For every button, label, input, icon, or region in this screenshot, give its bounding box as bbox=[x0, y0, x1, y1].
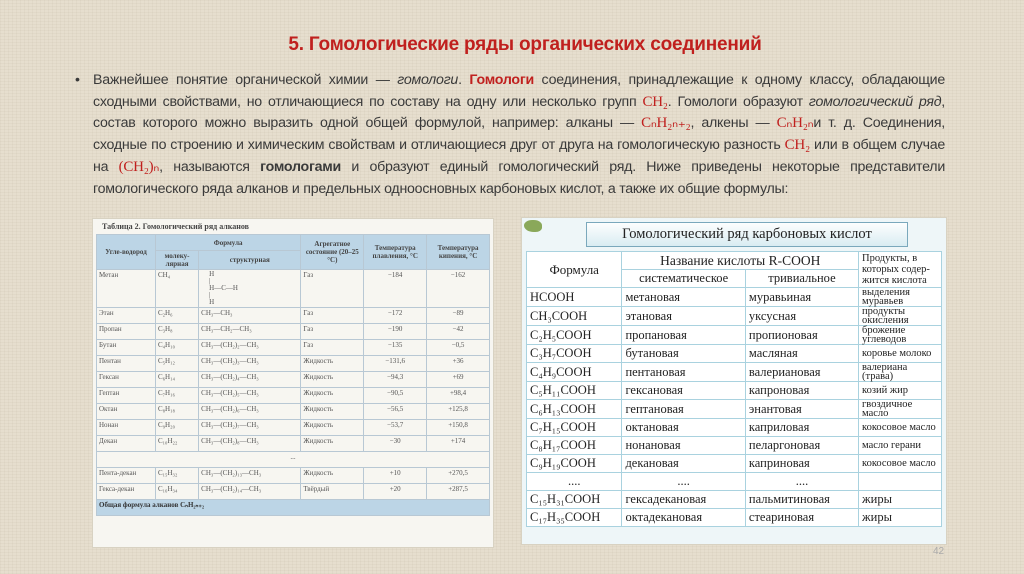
cell-structural: CH₃—(CH₂)₁₄—CH₃ bbox=[199, 484, 301, 500]
table-row bbox=[97, 468, 490, 484]
paragraph-segment: соединения, принадлежащие к одному классу, обладающие сходными свойствами, но отличающиеся по составу на одну или несколько групп bbox=[93, 72, 945, 110]
cell-systematic: октадекановая bbox=[622, 509, 745, 527]
cell-melting: −30 bbox=[364, 436, 427, 452]
cell-name: Октан bbox=[97, 404, 156, 420]
cell-state: Жидкость bbox=[301, 436, 364, 452]
alkanes-table-caption: Таблица 2. Гомологический ряд алканов bbox=[102, 222, 249, 231]
alkanes-general-formula: Общая формула алканов CₙH₂ₙ₊₂ bbox=[97, 500, 490, 516]
cell-name: Пентан bbox=[97, 356, 156, 372]
cell-molecular: C₈H₁₈ bbox=[155, 404, 198, 420]
cell-name: Гекса-декан bbox=[97, 484, 156, 500]
cell-products: кокосовое масло bbox=[859, 419, 942, 437]
cell-formula: C₄H₉COOH bbox=[527, 363, 622, 382]
cell-formula: C₅H₁₁COOH bbox=[527, 382, 622, 400]
cell-trivial: уксусная bbox=[745, 307, 858, 326]
cell-products: выделения муравьев bbox=[859, 288, 942, 307]
cell-state: Жидкость bbox=[301, 388, 364, 404]
cell-boiling: +287,5 bbox=[427, 484, 490, 500]
alkanes-table-image bbox=[92, 218, 494, 548]
paragraph-segment: или в общем случае на bbox=[93, 137, 946, 175]
cell-melting: −190 bbox=[364, 324, 427, 340]
paragraph-segment: CₙH₂ₙ bbox=[776, 115, 814, 132]
cell-boiling: +125,8 bbox=[427, 404, 490, 420]
col-trivial: тривиальное bbox=[745, 270, 858, 288]
paragraph-segment: , алкены — bbox=[690, 115, 777, 132]
cell-state: Жидкость bbox=[301, 420, 364, 436]
paragraph-segment: , состав которого можно выразить одной общей формулой, например: алканы — bbox=[93, 93, 945, 132]
paragraph-segment: и т. д. Соединения, сходные по строению и химическим свойствам и отличающиеся друг от друга на гомологическую разность bbox=[93, 115, 945, 154]
cell-state: Жидкость bbox=[301, 372, 364, 388]
cell-molecular: CH₄ bbox=[155, 270, 198, 308]
paragraph-segment: . bbox=[458, 72, 470, 88]
table-row bbox=[527, 400, 942, 419]
cell-structural: CH₃—(CH₂)₇—CH₃ bbox=[199, 420, 301, 436]
cell-trivial: муравьиная bbox=[745, 288, 858, 307]
cell-products: жиры bbox=[859, 509, 942, 527]
cell-products: коровье молоко bbox=[859, 345, 942, 363]
cell-trivial: стеариновая bbox=[745, 509, 858, 527]
cell-products: продукты окисления bbox=[859, 307, 942, 326]
col-formula: Формула bbox=[155, 235, 300, 251]
cell-systematic: гексановая bbox=[622, 382, 745, 400]
cell-state: Твёрдый bbox=[301, 484, 364, 500]
col-state: Агрегатное состояние (20–25 °C) bbox=[301, 235, 364, 270]
cell-name: Гексан bbox=[97, 372, 156, 388]
table-row bbox=[527, 345, 942, 363]
table-row bbox=[97, 340, 490, 356]
table-row bbox=[97, 436, 490, 452]
paragraph-segment: (CH₂)ₙ bbox=[118, 158, 160, 175]
cell-name: Нонан bbox=[97, 420, 156, 436]
paragraph-segment: гомологами bbox=[260, 158, 341, 175]
cell-formula: C₆H₁₃COOH bbox=[527, 400, 622, 419]
paragraph-segment: CₙH₂ₙ₊₂ bbox=[641, 115, 691, 132]
cell-state: Газ bbox=[301, 340, 364, 356]
cell-molecular: C₄H₁₀ bbox=[155, 340, 198, 356]
cell-state: Жидкость bbox=[301, 404, 364, 420]
cell-trivial: капроновая bbox=[745, 382, 858, 400]
table-row bbox=[527, 419, 942, 437]
cell-systematic: пропановая bbox=[622, 326, 745, 345]
cell-molecular: C₁₅H₃₂ bbox=[155, 468, 198, 484]
cell-systematic: гексадекановая bbox=[622, 491, 745, 509]
cell-systematic: этановая bbox=[622, 307, 745, 326]
cell-name: Метан bbox=[97, 270, 156, 308]
cell-systematic: бутановая bbox=[622, 345, 745, 363]
table-row bbox=[527, 473, 942, 491]
cell-formula: C₉H₁₉COOH bbox=[527, 455, 622, 473]
cell-structural: CH₃—CH₃ bbox=[199, 308, 301, 324]
acids-table bbox=[526, 251, 942, 527]
cell-state: Газ bbox=[301, 270, 364, 308]
paragraph-segment: гомологи bbox=[397, 72, 459, 88]
cell-products: масло герани bbox=[859, 437, 942, 455]
cell-name: Гептан bbox=[97, 388, 156, 404]
cell-systematic: метановая bbox=[622, 288, 745, 307]
cell-melting: −172 bbox=[364, 308, 427, 324]
cell-structural: CH₃—(CH₂)₅—CH₃ bbox=[199, 388, 301, 404]
table-row bbox=[527, 363, 942, 382]
col-hydrocarbon: Угле-водород bbox=[97, 235, 156, 270]
paragraph-segment: гомологический ряд bbox=[808, 93, 942, 110]
cell-boiling: +69 bbox=[427, 372, 490, 388]
cell-trivial: валериановая bbox=[745, 363, 858, 382]
cell-systematic: октановая bbox=[622, 419, 745, 437]
cell-melting: −94,3 bbox=[364, 372, 427, 388]
slide-title: 5. Гомологические ряды органических соединений bbox=[288, 34, 762, 55]
cell-molecular: C₉H₂₀ bbox=[155, 420, 198, 436]
cell-structural: CH₃—(CH₂)₆—CH₃ bbox=[199, 404, 301, 420]
paragraph-segment: CH₂ bbox=[784, 137, 810, 154]
cell-systematic: декановая bbox=[622, 455, 745, 473]
table-row bbox=[527, 509, 942, 527]
table-row bbox=[527, 382, 942, 400]
cell-name: Декан bbox=[97, 436, 156, 452]
leaf-decoration-icon bbox=[524, 220, 542, 232]
bullet: • bbox=[75, 72, 80, 88]
cell-boiling: +270,5 bbox=[427, 468, 490, 484]
table-row bbox=[97, 356, 490, 372]
page-number: 42 bbox=[933, 546, 945, 557]
cell-systematic: .... bbox=[622, 473, 745, 491]
paragraph-segment: CH₂ bbox=[642, 93, 668, 110]
cell-name: Пента-декан bbox=[97, 468, 156, 484]
col-systematic: систематическое bbox=[622, 270, 745, 288]
cell-state: Жидкость bbox=[301, 468, 364, 484]
table-row bbox=[527, 288, 942, 307]
cell-formula: C₃H₇COOH bbox=[527, 345, 622, 363]
cell-state: Жидкость bbox=[301, 356, 364, 372]
cell-boiling: −42 bbox=[427, 324, 490, 340]
cell-formula: HCOOH bbox=[527, 288, 622, 307]
paragraph-segment: Важнейшее понятие органической химии — bbox=[93, 72, 398, 88]
cell-molecular: C₇H₁₆ bbox=[155, 388, 198, 404]
cell-trivial: пальмитиновая bbox=[745, 491, 858, 509]
cell-melting: −131,6 bbox=[364, 356, 427, 372]
cell-molecular: C₆H₁₄ bbox=[155, 372, 198, 388]
table-row bbox=[527, 307, 942, 326]
acids-table-image bbox=[521, 217, 947, 545]
col-boiling: Температура кипения, °C bbox=[427, 235, 490, 270]
cell-products: жиры bbox=[859, 491, 942, 509]
cell-molecular: C₃H₈ bbox=[155, 324, 198, 340]
col-acid-name: Название кислоты R-COOH bbox=[622, 252, 859, 270]
table-row bbox=[97, 420, 490, 436]
col-structural: структурная bbox=[199, 251, 301, 270]
cell-structural: CH₃—(CH₂)₄—CH₃ bbox=[199, 372, 301, 388]
cell-formula: C₈H₁₇COOH bbox=[527, 437, 622, 455]
cell-boiling: +150,8 bbox=[427, 420, 490, 436]
cell-formula: C₁₇H₃₅COOH bbox=[527, 509, 622, 527]
cell-structural: CH₃—(CH₂)₁₃—CH₃ bbox=[199, 468, 301, 484]
cell-melting: −56,5 bbox=[364, 404, 427, 420]
cell-products: кокосовое масло bbox=[859, 455, 942, 473]
cell-formula: C₁₅H₃₁COOH bbox=[527, 491, 622, 509]
cell-trivial: энантовая bbox=[745, 400, 858, 419]
cell-boiling: −0,5 bbox=[427, 340, 490, 356]
cell-trivial: масляная bbox=[745, 345, 858, 363]
cell-state: Газ bbox=[301, 324, 364, 340]
cell-trivial: каприновая bbox=[745, 455, 858, 473]
table-row bbox=[527, 437, 942, 455]
cell-systematic: пентановая bbox=[622, 363, 745, 382]
intro-paragraph bbox=[75, 70, 946, 200]
cell-structural: CH₃—(CH₂)₂—CH₃ bbox=[199, 340, 301, 356]
cell-molecular: C₁₆H₃₄ bbox=[155, 484, 198, 500]
cell-boiling: +98,4 bbox=[427, 388, 490, 404]
cell-formula: C₂H₅COOH bbox=[527, 326, 622, 345]
cell-systematic: гептановая bbox=[622, 400, 745, 419]
cell-molecular: C₁₀H₂₂ bbox=[155, 436, 198, 452]
cell-products: валериана (трава) bbox=[859, 363, 942, 382]
table-row bbox=[97, 484, 490, 500]
cell-melting: +20 bbox=[364, 484, 427, 500]
cell-structural: CH₃—(CH₂)₃—CH₃ bbox=[199, 356, 301, 372]
table-row bbox=[97, 308, 490, 324]
paragraph-segment: и образуют единый гомологический ряд. Ниже приведены некоторые представители гомологического ряда алканов и предельных одноосновных карбоновых кислот, а также их общие формулы: bbox=[93, 158, 945, 197]
cell-products bbox=[859, 473, 942, 491]
cell-melting: −53,7 bbox=[364, 420, 427, 436]
alkanes-table bbox=[96, 234, 490, 516]
table-row bbox=[527, 491, 942, 509]
table-row bbox=[97, 452, 490, 468]
cell-trivial: пропионовая bbox=[745, 326, 858, 345]
cell-melting: +10 bbox=[364, 468, 427, 484]
paragraph-segment: , называются bbox=[159, 158, 261, 175]
cell-name: Бутан bbox=[97, 340, 156, 356]
cell-trivial: .... bbox=[745, 473, 858, 491]
cell-state: Газ bbox=[301, 308, 364, 324]
cell-structural: H | H—C—H | H bbox=[199, 270, 301, 308]
cell-formula: C₇H₁₅COOH bbox=[527, 419, 622, 437]
table-row bbox=[97, 324, 490, 340]
cell-formula: .... bbox=[527, 473, 622, 491]
cell-products: козий жир bbox=[859, 382, 942, 400]
cell-boiling: −89 bbox=[427, 308, 490, 324]
cell-products: гвоздичное масло bbox=[859, 400, 942, 419]
table-row bbox=[97, 270, 490, 308]
cell-melting: −184 bbox=[364, 270, 427, 308]
cell-structural: CH₃—(CH₂)₈—CH₃ bbox=[199, 436, 301, 452]
cell-melting: −135 bbox=[364, 340, 427, 356]
cell-name: Этан bbox=[97, 308, 156, 324]
cell-boiling: +174 bbox=[427, 436, 490, 452]
acids-table-title: Гомологический ряд карбоновых кислот bbox=[586, 222, 908, 247]
col-formula: Формула bbox=[527, 252, 622, 288]
cell-products: брожение углеводов bbox=[859, 326, 942, 345]
col-products: Продукты, в которых содер-жится кислота bbox=[859, 252, 942, 288]
cell-boiling: −162 bbox=[427, 270, 490, 308]
table-row bbox=[97, 372, 490, 388]
ellipsis-row: ... bbox=[97, 452, 490, 468]
cell-molecular: C₂H₆ bbox=[155, 308, 198, 324]
table-row bbox=[527, 455, 942, 473]
cell-boiling: +36 bbox=[427, 356, 490, 372]
paragraph-segment: . Гомологи образуют bbox=[667, 93, 809, 110]
table-row bbox=[527, 326, 942, 345]
cell-molecular: C₅H₁₂ bbox=[155, 356, 198, 372]
cell-name: Пропан bbox=[97, 324, 156, 340]
cell-trivial: пеларгоновая bbox=[745, 437, 858, 455]
paragraph-body bbox=[93, 72, 945, 197]
col-molecular: молеку-лярная bbox=[155, 251, 198, 270]
cell-structural: CH₃—CH₂—CH₃ bbox=[199, 324, 301, 340]
table-row bbox=[97, 404, 490, 420]
cell-melting: −90,5 bbox=[364, 388, 427, 404]
cell-systematic: нонановая bbox=[622, 437, 745, 455]
col-melting: Температура плавления, °C bbox=[364, 235, 427, 270]
table-row bbox=[97, 388, 490, 404]
paragraph-segment: Гомологи bbox=[469, 72, 534, 88]
cell-trivial: каприловая bbox=[745, 419, 858, 437]
cell-formula: CH₃COOH bbox=[527, 307, 622, 326]
